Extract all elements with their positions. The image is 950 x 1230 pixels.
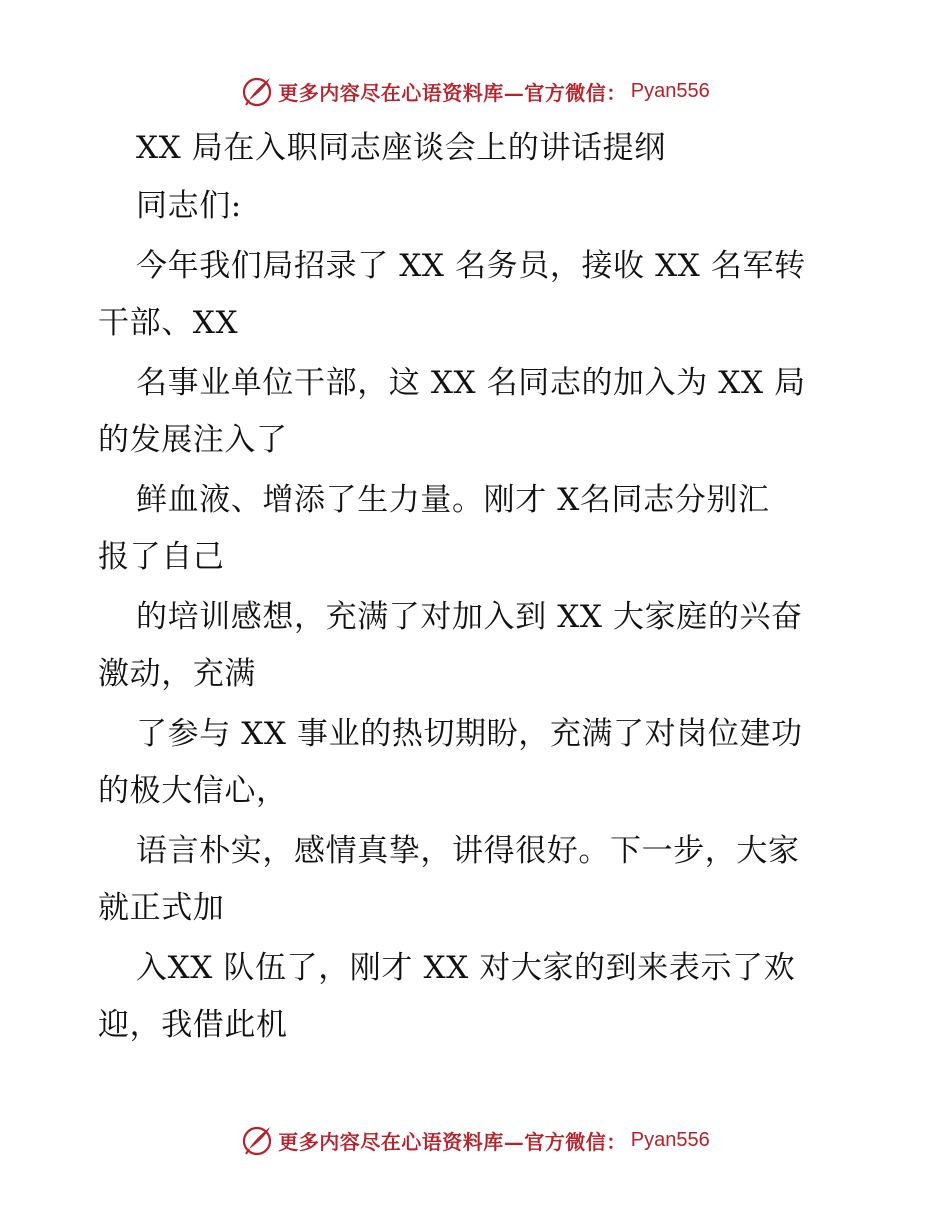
- text-line: 的培训感想，充满了对加入到 XX 大家庭的兴奋: [136, 599, 803, 635]
- text-line: 激动，充满: [98, 656, 256, 692]
- text-line: 今年我们局招录了 XX 名务员，接收 XX 名军转: [136, 248, 806, 284]
- text-line: 的极大信心，: [98, 773, 288, 809]
- text-line: 入XX 队伍了，刚才 XX 对大家的到来表示了欢: [136, 950, 796, 986]
- text-line: 语言朴实，感情真挚，讲得很好。下一步，大家: [136, 833, 800, 869]
- text-line: 就正式加: [98, 890, 225, 926]
- text-line: 报了自己: [98, 539, 225, 575]
- text-line: 名事业单位干部，这 XX 名同志的加入为 XX 局: [136, 365, 806, 401]
- quill-pen-logo-icon: [240, 74, 274, 108]
- watermark-text: 更多内容尽在心语资料库—官方微信：: [278, 80, 627, 105]
- text-line: 干部、XX: [98, 305, 239, 341]
- watermark-account: Pyan556: [630, 79, 710, 102]
- text-line: 的发展注入了: [98, 422, 288, 458]
- watermark-banner-bottom: [0, 1120, 950, 1160]
- watermark-banner-top: [0, 71, 950, 111]
- watermark-account: Pyan556: [630, 1128, 710, 1151]
- watermark-text: 更多内容尽在心语资料库—官方微信：: [278, 1129, 627, 1154]
- document-title: XX 局在入职同志座谈会上的讲话提纲: [136, 130, 666, 166]
- text-line: 鲜血液、增添了生力量。刚才 X名同志分别汇: [136, 482, 770, 518]
- quill-pen-logo-icon: [240, 1123, 274, 1157]
- text-line: 同志们:: [136, 188, 242, 224]
- text-line: 迎，我借此机: [98, 1007, 288, 1043]
- text-line: 了参与 XX 事业的热切期盼，充满了对岗位建功: [136, 716, 803, 752]
